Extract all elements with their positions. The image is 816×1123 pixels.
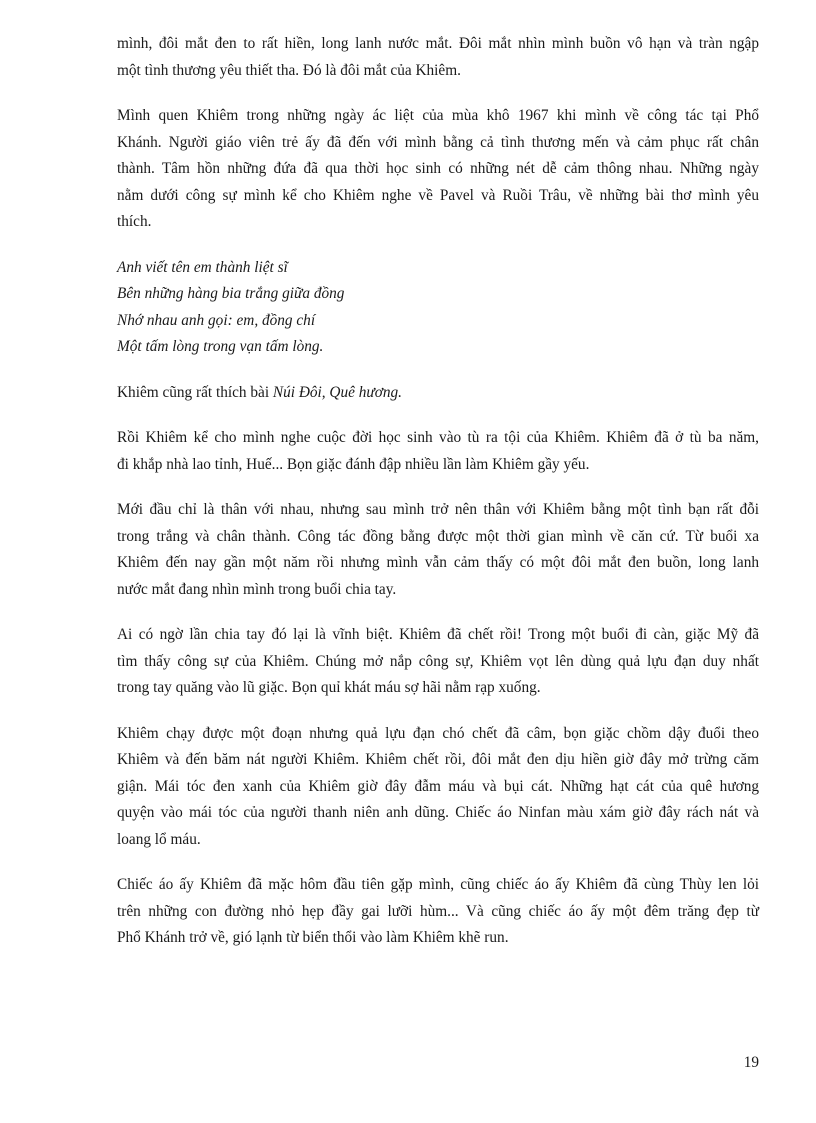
paragraph-1 xyxy=(117,31,759,84)
text-line: một tình thương yêu thiết tha. Đó là đôi mắt của Khiêm. xyxy=(117,61,461,79)
poem-line: Bên những hàng bia trắng giữa đồng xyxy=(117,285,345,302)
text-line: Khiêm và đến băm nát người Khiêm. Khiêm chết rồi, đôi mắt đen dịu hiền giờ đây mở trừng căm xyxy=(117,751,759,768)
paragraph-7 xyxy=(117,872,759,952)
text-line: quyện vào mái tóc của người thanh niên anh dũng. Chiếc áo Ninfan màu xám giờ đây rách nát và xyxy=(117,804,759,821)
poem-line: Nhớ nhau anh gọi: em, đồng chí xyxy=(117,311,316,329)
text-prefix: Khiêm cũng rất thích bài xyxy=(117,383,273,401)
text-line: đi khắp nhà lao tỉnh, Huế... Bọn giặc đánh đập nhiều lần làm Khiêm gầy yếu. xyxy=(117,455,590,473)
poem-line: Một tấm lòng trong vạn tấm lòng. xyxy=(117,338,324,355)
paragraph-6 xyxy=(117,721,759,854)
text-line: loang lổ máu. xyxy=(117,830,201,848)
text-line: Mới đầu chỉ là thân với nhau, nhưng sau mình trở nên thân với Khiêm bằng một tình bạn rất đỗi xyxy=(117,501,759,518)
paragraph-4 xyxy=(117,497,759,603)
page-number: 19 xyxy=(743,1054,759,1071)
text-line: trong trắng và chân thành. Công tác đồng bằng được một thời gian mình về căn cứ. Từ buổi xa xyxy=(117,527,759,545)
text-line: giận. Mái tóc đen xanh của Khiêm giờ đây đẫm máu và bụi cát. Những hạt cát của quê hương xyxy=(117,777,759,795)
paragraph-2 xyxy=(117,103,759,236)
text-line: thành. Tâm hồn những đứa đã qua thời học sinh có những nét dễ cảm thông nhau. Những ngày xyxy=(117,160,759,177)
poem-title: Núi Đôi, Quê hương. xyxy=(272,383,403,401)
text-line: Ai có ngờ lần chia tay đó lại là vĩnh biệt. Khiêm đã chết rồi! Trong một buổi đi càn, giặc Mỹ đã xyxy=(117,626,759,643)
text-line: trên những con đường nhỏ hẹp đầy gai lưỡi hùm... Và cũng chiếc áo ấy một đêm trăng đẹp từ xyxy=(117,902,759,920)
poem-line: Anh viết tên em thành liệt sĩ xyxy=(117,258,288,276)
text-line: Phổ Khánh trở về, gió lạnh từ biển thổi vào làm Khiêm khẽ run. xyxy=(117,929,509,946)
text-line: nằm dưới công sự mình kể cho Khiêm nghe về Pavel và Ruồi Trâu, về những bài thơ mình yêu xyxy=(117,186,759,204)
text-line: Chiếc áo ấy Khiêm đã mặc hôm đầu tiên gặp mình, cũng chiếc áo ấy Khiêm đã cùng Thùy len lỏi xyxy=(117,876,759,893)
paragraph-3 xyxy=(117,425,759,478)
text-line: thích. xyxy=(117,213,152,230)
text-line: Mình quen Khiêm trong những ngày ác liệt của mùa khô 1967 khi mình về công tác tại Phổ xyxy=(117,107,759,124)
document-page xyxy=(117,31,759,971)
text-line: Khiêm chạy được một đoạn nhưng quả lựu đạn chó chết đã câm, bọn giặc chồm dậy đuổi theo xyxy=(117,724,759,742)
text-line: nước mắt đang nhìn mình trong buổi chia tay. xyxy=(117,580,397,598)
text-line: Khánh. Người giáo viên trẻ ấy đã đến với mình bằng cả tình thương mến và cảm phục rất chân xyxy=(117,133,759,151)
text-line: mình, đôi mắt đen to rất hiền, long lanh nước mắt. Đôi mắt nhìn mình buồn vô hạn và tràn ngập xyxy=(117,35,759,52)
poem-stanza xyxy=(117,255,759,361)
text-line: Rồi Khiêm kể cho mình nghe cuộc đời học sinh vào tù ra tội của Khiêm. Khiêm đã ở tù ba năm, xyxy=(117,429,759,446)
text-line: trong tay quăng vào lũ giặc. Bọn quỉ khát máu sợ hãi nằm rạp xuống. xyxy=(117,679,541,696)
text-line: Khiêm đến nay gần một năm rồi nhưng mình vẫn cảm thấy có một đôi mắt đen buồn, long lanh xyxy=(117,554,759,571)
text-line: tìm thấy công sự của Khiêm. Chúng mở nắp công sự, Khiêm vọt lên dùng quả lựu đạn duy nhất xyxy=(117,652,759,670)
paragraph-poem-mention xyxy=(117,380,759,407)
paragraph-5 xyxy=(117,622,759,702)
